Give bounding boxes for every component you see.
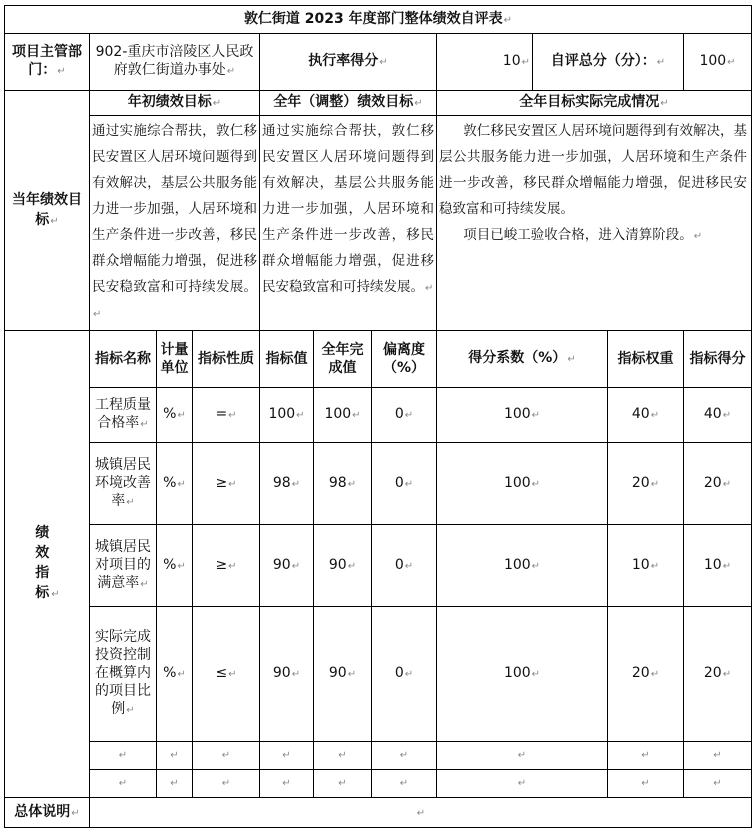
cell-actual [314,525,372,607]
initial-goal-text: 通过实施综合帮扶，敦仁移民安置区人居环境问题得到有效解决，基层公共服务能力进一步加强，人居环境和生产条件进一步改善，移民群众增幅能力增强，促进移民安稳致富和可持续发展。 [92,123,257,295]
weight-text: 20 [631,665,650,681]
score-text: 40 [703,406,722,422]
dept-label: 项目主管部门： [12,44,82,78]
table-row [5,607,752,742]
cell-value [260,388,314,443]
cell-actual [314,607,372,742]
weight-text: 20 [631,474,650,491]
nature-text: ≤ [215,665,228,681]
empty-cell [260,770,314,798]
cell-value [260,443,314,525]
weight-text: 10 [631,556,650,573]
paragraph-mark: ↵ [650,410,660,421]
paragraph-mark: ↵ [347,669,357,680]
actual-text: 98 [328,474,347,491]
summary-label: 总体说明 [14,803,71,820]
goals-row-label [5,91,90,331]
paragraph-mark: ↵ [656,57,666,68]
nature-text: ≥ [215,474,228,491]
paragraph-mark: ↵ [170,777,179,789]
dept-value: 902-重庆市涪陵区人民政府敦仁街道办事处 [95,44,254,78]
value-text: 90 [272,556,291,573]
actual-text: 100 [324,406,352,422]
paragraph-mark: ↵ [291,560,301,572]
paragraph-mark: ↵ [531,410,541,421]
initial-goal-header-text: 年初绩效目标 [127,94,212,110]
cell-weight [608,388,684,443]
empty-cell [372,770,437,798]
empty-cell [193,770,260,798]
actual-goal-paragraph-2 [439,222,747,250]
unit-text: % [163,406,177,422]
paragraph-mark: ↵ [641,777,650,789]
paragraph-mark: ↵ [379,57,388,68]
evaluation-table [4,5,752,828]
title-text: 敦仁街道 2023 年度部门整体绩效自评表 [243,10,503,27]
total-label-cell [533,34,684,91]
header-name-text: 指标名称 [95,351,151,367]
cell-coef [437,443,608,525]
paragraph-mark: ↵ [722,669,732,680]
paragraph-mark: ↵ [221,749,231,761]
paragraph-mark: ↵ [228,669,237,680]
actual-text: 90 [328,665,347,681]
paragraph-mark: ↵ [425,283,434,294]
empty-cell [437,770,608,798]
empty-cell [608,742,684,770]
paragraph-mark: ↵ [282,777,291,789]
coef-text: 100 [503,474,531,491]
empty-cell [608,770,684,798]
actual-goal-text-1: 敦仁移民安置区人居环境问题得到有效解决，基层公共服务能力进一步加强，人居环境和生产条件进一步改善，移民群众增幅能力增强，促进移民安稳致富和可持续发展。 [439,123,747,217]
total-value: 100 [699,53,727,69]
adjusted-goal-header [260,91,437,116]
header-value [260,331,314,388]
deviation-text: 0 [394,474,404,491]
paragraph-mark: ↵ [404,669,414,680]
empty-cell [314,742,372,770]
header-actual-text: 全年完成值 [321,342,364,376]
header-deviation [372,331,437,388]
table-row [5,525,752,607]
paragraph-mark: ↵ [51,589,60,600]
cell-coef [437,607,608,742]
paragraph-mark: ↵ [338,749,347,761]
cell-deviation [372,443,437,525]
cell-score [684,525,752,607]
coef-text: 100 [503,556,531,573]
paragraph-mark: ↵ [399,749,409,761]
header-unit [157,331,193,388]
paragraph-mark: ↵ [177,669,186,680]
cell-name [90,388,157,443]
adjusted-goal-cell [260,116,437,331]
paragraph-mark: ↵ [650,478,660,490]
paragraph-mark: ↵ [713,777,722,789]
paragraph-mark: ↵ [650,560,660,572]
paragraph-mark: ↵ [531,478,541,490]
cell-score [684,443,752,525]
empty-cell [684,742,752,770]
cell-name [90,443,157,525]
adjusted-goal-header-text: 全年（调整）绩效目标 [273,94,414,110]
weight-text: 40 [631,406,650,422]
actual-goal-cell [437,116,752,331]
empty-cell [437,742,608,770]
header-value-text: 指标值 [265,351,308,367]
paragraph-mark: ↵ [404,478,414,490]
cell-weight [608,443,684,525]
paragraph-mark: ↵ [118,749,128,761]
paragraph-mark: ↵ [416,807,426,819]
header-actual [314,331,372,388]
cell-nature [193,388,260,443]
unit-text: % [163,556,177,573]
coef-text: 100 [503,665,531,681]
value-text: 90 [272,665,291,681]
table-row [5,443,752,525]
cell-actual [314,388,372,443]
value-text: 100 [268,406,296,422]
actual-goal-header-text: 全年目标实际完成情况 [519,94,660,110]
name-text: 实际完成投资控制在概算内的项目比例 [95,629,151,717]
cell-value [260,607,314,742]
score-text: 20 [703,665,722,681]
actual-text: 90 [328,556,347,573]
paragraph-mark: ↵ [228,478,237,490]
empty-cell [314,770,372,798]
paragraph-mark: ↵ [352,410,361,421]
adjusted-goal-text: 通过实施综合帮扶，敦仁移民安置区人居环境问题得到有效解决，基层公共服务能力进一步加强，人居环境和生产条件进一步改善，移民群众增幅能力增强，促进移民安稳致富和可持续发展。 [262,123,434,295]
empty-cell [684,770,752,798]
paragraph-mark: ↵ [71,807,80,819]
dept-value-cell [90,34,260,91]
goals-label-text: 当年绩效目标 [12,191,82,228]
value-text: 98 [272,474,291,491]
paragraph-mark: ↵ [282,749,291,761]
empty-cell [260,742,314,770]
form-title [5,6,752,34]
paragraph-mark: ↵ [347,560,357,572]
paragraph-mark: ↵ [140,419,149,430]
header-score-text: 指标得分 [689,351,746,367]
paragraph-mark: ↵ [93,309,102,320]
paragraph-mark: ↵ [399,777,409,789]
paragraph-mark: ↵ [221,777,231,789]
cell-nature [193,443,260,525]
unit-text: % [163,665,177,681]
paragraph-mark: ↵ [503,14,513,26]
empty-cell [372,742,437,770]
header-deviation-text: 偏离度（%） [382,342,426,376]
paragraph-mark: ↵ [722,478,732,490]
paragraph-mark: ↵ [517,749,527,761]
summary-value-cell [90,798,752,828]
deviation-text: 0 [394,665,404,681]
cell-unit [157,443,193,525]
exec-label-cell [260,34,437,91]
paragraph-mark: ↵ [531,669,541,680]
cell-unit [157,607,193,742]
header-nature-text: 指标性质 [198,351,254,367]
header-coef [437,331,608,388]
cell-coef [437,388,608,443]
paragraph-mark: ↵ [414,98,423,109]
cell-unit [157,388,193,443]
paragraph-mark: ↵ [404,560,414,572]
cell-name [90,525,157,607]
header-score [684,331,752,388]
header-unit-text: 计量单位 [160,342,189,376]
cell-deviation [372,607,437,742]
unit-text: % [163,474,177,491]
deviation-text: 0 [394,406,404,422]
paragraph-mark: ↵ [212,98,222,109]
paragraph-mark: ↵ [126,496,135,508]
paragraph-mark: ↵ [126,705,135,716]
empty-cell [193,742,260,770]
paragraph-mark: ↵ [727,57,736,68]
dept-label-cell [5,34,90,91]
paragraph-mark: ↵ [338,777,347,789]
paragraph-mark: ↵ [713,749,722,761]
paragraph-mark: ↵ [291,669,301,680]
exec-value: 10 [502,53,521,69]
empty-cell [157,770,193,798]
indicators-row-label [5,331,90,798]
nature-text: ≥ [215,556,228,573]
exec-value-cell [437,34,533,91]
paragraph-mark: ↵ [521,57,530,68]
paragraph-mark: ↵ [517,777,527,789]
paragraph-mark: ↵ [118,777,128,789]
cell-nature [193,607,260,742]
actual-goal-header [437,91,752,116]
paragraph-mark: ↵ [177,410,186,421]
paragraph-mark: ↵ [228,560,237,572]
cell-unit [157,525,193,607]
paragraph-mark: ↵ [660,98,669,109]
paragraph-mark: ↵ [347,478,357,490]
score-text: 10 [703,556,722,573]
paragraph-mark: ↵ [226,66,236,77]
total-label: 自评总分（分）： [550,53,656,69]
paragraph-mark: ↵ [531,560,541,572]
cell-name [90,607,157,742]
score-text: 20 [703,474,722,491]
empty-cell [90,742,157,770]
paragraph-mark: ↵ [296,410,305,421]
cell-value [260,525,314,607]
header-weight [608,331,684,388]
name-text: 城镇居民对项目的满意率 [95,538,151,591]
empty-row [5,742,752,770]
paragraph-mark: ↵ [693,231,703,242]
paragraph-mark: ↵ [291,478,301,490]
empty-cell [90,770,157,798]
name-text: 工程质量合格率 [95,397,151,431]
deviation-text: 0 [394,556,404,573]
cell-weight [608,607,684,742]
summary-label-cell [5,798,90,828]
initial-goal-header [90,91,260,116]
name-text: 城镇居民环境改善率 [95,456,151,509]
paragraph-mark: ↵ [57,66,66,77]
cell-score [684,607,752,742]
exec-label: 执行率得分 [308,53,379,69]
table-row [5,388,752,443]
paragraph-mark: ↵ [404,410,414,421]
empty-cell [157,742,193,770]
performance-evaluation-form [4,5,751,828]
cell-score [684,388,752,443]
paragraph-mark: ↵ [140,578,149,590]
indicators-label-text: 绩效指标 [35,525,50,601]
total-value-cell [684,34,752,91]
cell-coef [437,525,608,607]
header-name [90,331,157,388]
paragraph-mark: ↵ [177,478,186,490]
header-coef-text: 得分系数（%） [468,350,567,366]
paragraph-mark: ↵ [641,749,650,761]
coef-text: 100 [503,406,531,422]
paragraph-mark: ↵ [567,354,576,365]
empty-row [5,770,752,798]
header-nature [193,331,260,388]
cell-deviation [372,525,437,607]
nature-text: = [215,406,228,422]
cell-weight [608,525,684,607]
paragraph-mark: ↵ [650,669,660,680]
actual-goal-text-2: 项目已峻工验收合格，进入清算阶段。 [463,227,693,243]
initial-goal-cell [90,116,260,331]
actual-goal-paragraph-1 [439,118,747,222]
cell-actual [314,443,372,525]
paragraph-mark: ↵ [722,560,732,572]
paragraph-mark: ↵ [722,410,732,421]
paragraph-mark: ↵ [228,410,237,421]
paragraph-mark: ↵ [50,215,59,227]
cell-deviation [372,388,437,443]
header-weight-text: 指标权重 [617,351,674,367]
cell-nature [193,525,260,607]
paragraph-mark: ↵ [177,560,186,572]
paragraph-mark: ↵ [170,749,179,761]
